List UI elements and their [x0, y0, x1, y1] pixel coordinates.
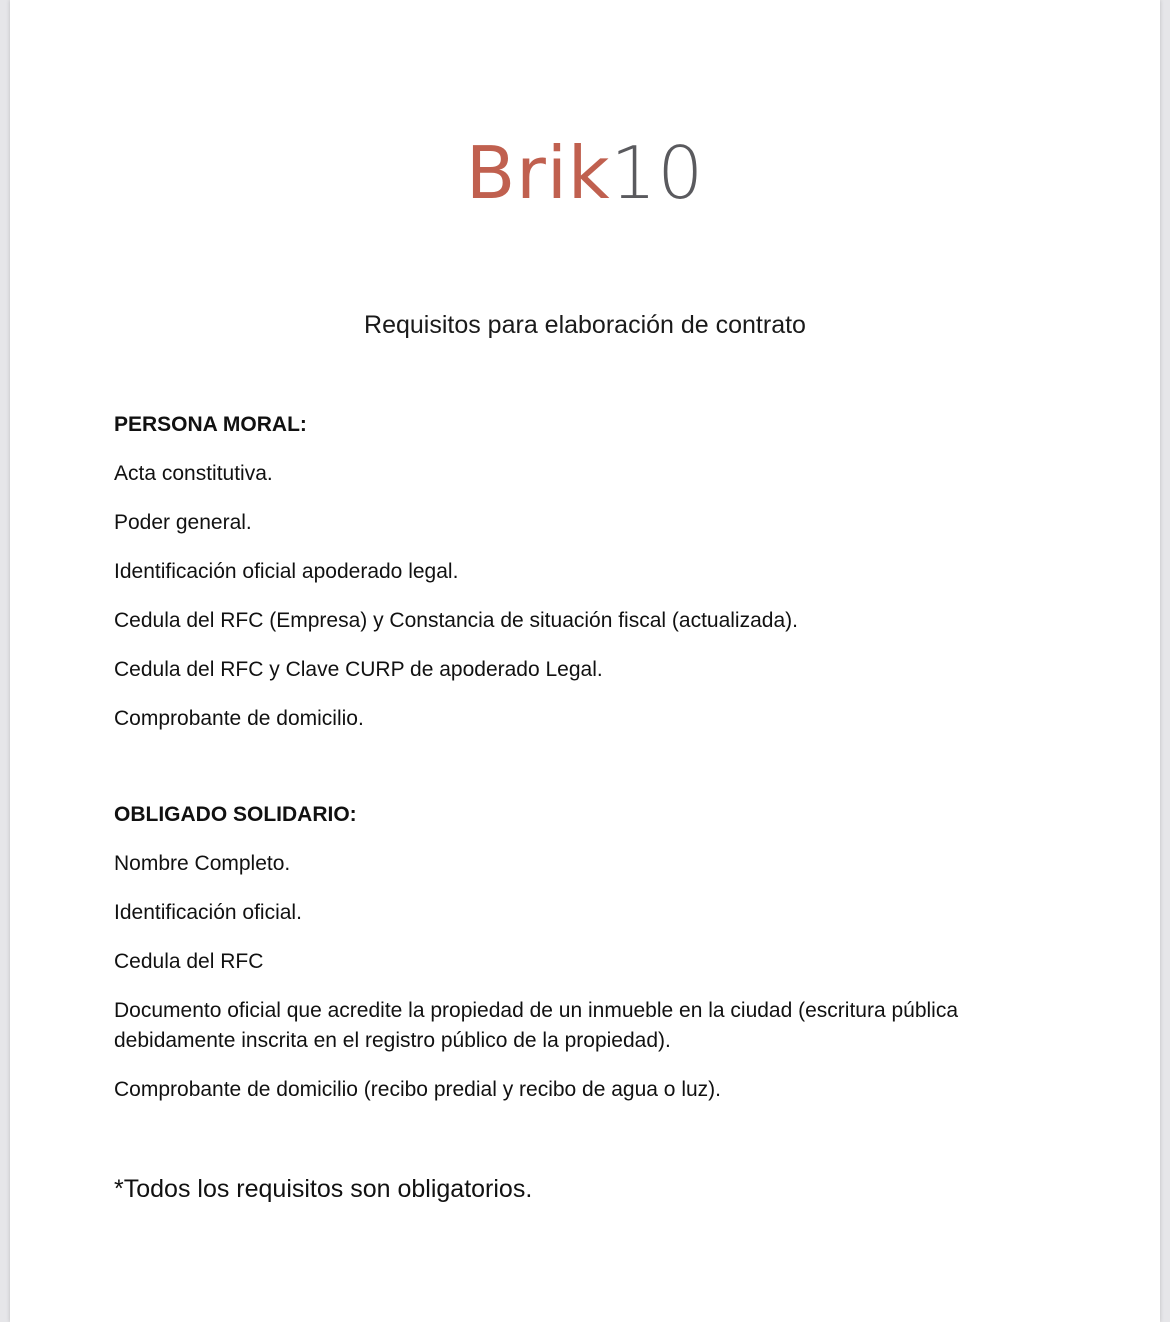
requirement-item: Acta constitutiva.	[114, 462, 273, 485]
requirement-item: Cedula del RFC (Empresa) y Constancia de situación fiscal (actualizada).	[114, 609, 798, 632]
document-title: Requisitos para elaboración de contrato	[364, 311, 806, 339]
logo-text-brik: Brik	[465, 131, 611, 215]
section-persona-moral	[114, 410, 1060, 734]
requirement-item: Identificación oficial apoderado legal.	[114, 560, 459, 583]
document-page	[10, 0, 1160, 1322]
requirement-item: Comprobante de domicilio (recibo predial y recibo de agua o luz).	[114, 1078, 721, 1101]
requirement-item: Documento oficial que acredite la propiedad de un inmueble en la ciudad (escritura pública debidamente inscrita en el registro público de la propiedad).	[114, 999, 959, 1052]
section-heading: PERSONA MORAL:	[114, 413, 307, 436]
requirement-item: Cedula del RFC	[114, 950, 264, 973]
mandatory-note: *Todos los requisitos son obligatorios.	[114, 1175, 533, 1203]
requirement-item: Poder general.	[114, 511, 252, 534]
requirement-item: Identificación oficial.	[114, 901, 302, 924]
section-obligado-solidario	[114, 800, 1060, 1105]
requirement-item: Nombre Completo.	[114, 852, 291, 875]
requirement-item: Cedula del RFC y Clave CURP de apoderado Legal.	[114, 658, 603, 681]
logo-text-10: 10	[610, 131, 705, 215]
brand-logo	[10, 128, 1160, 218]
requirement-item: Comprobante de domicilio.	[114, 707, 364, 730]
section-heading: OBLIGADO SOLIDARIO:	[114, 803, 357, 826]
